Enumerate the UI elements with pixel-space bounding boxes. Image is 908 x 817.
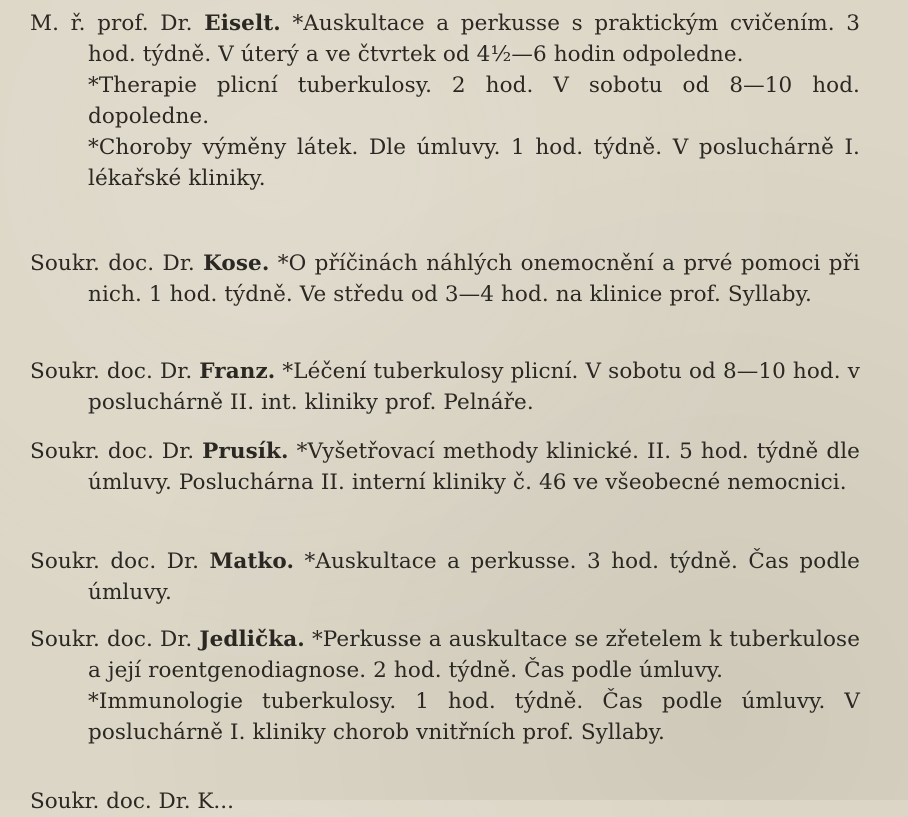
course-entry-matko [30, 546, 860, 608]
lecturer-name: Matko. [209, 549, 295, 574]
course-description: *Auskultace a perkusse. 3 hod. týdně. Čas podle úmluvy. [88, 549, 860, 605]
entry-main-paragraph [30, 356, 860, 418]
course-description: *O příčinách náhlých onemocnění a prvé pomoci při nich. 1 hod. týdně. Ve středu od 3—4 hod. na klinice prof. Syllaby. [88, 251, 861, 307]
course-description: *Therapie plicní tuberkulosy. 2 hod. V sobotu od 8—10 hod. dopoledne. [88, 73, 860, 129]
lecturer-title: M. ř. prof. Dr. [30, 11, 193, 36]
lecturer-title: Soukr. doc. Dr. [30, 439, 195, 464]
lecturer-title: Soukr. doc. Dr. [30, 627, 193, 652]
course-description: *Auskultace a perkusse s praktickým cvičením. 3 hod. týdně. V úterý a ve čtvrtek od 4½—6 hodin odpoledne. [88, 11, 861, 67]
course-description: *Léčení tuberkulosy plicní. V sobotu od 8—10 hod. v posluchárně II. int. kliniky prof. Pelnáře. [88, 359, 860, 415]
cut-off-text: Soukr. doc. Dr. K... [30, 789, 234, 814]
lecturer-name: Franz. [199, 359, 276, 384]
entry-main-paragraph [30, 436, 860, 498]
entry-main-paragraph [30, 624, 860, 686]
entry-main-paragraph [30, 8, 860, 70]
entry-main-paragraph [30, 248, 860, 310]
lecturer-name: Prusík. [202, 439, 289, 464]
course-entry-eiselt [30, 8, 860, 194]
course-entry-kose [30, 248, 860, 310]
course-entry-prusik [30, 436, 860, 498]
course-entry-jedlicka [30, 624, 860, 748]
course-description: *Choroby výměny látek. Dle úmluvy. 1 hod. týdně. V posluchárně I. lékařské kliniky. [88, 135, 860, 191]
course-description: *Immunologie tuberkulosy. 1 hod. týdně. Čas podle úmluvy. V posluchárně I. kliniky chorob vnitřních prof. Syllaby. [88, 689, 860, 745]
entry-main-paragraph [30, 546, 860, 608]
course-entry-franz [30, 356, 860, 418]
lecturer-name: Jedlička. [199, 627, 305, 652]
lecturer-name: Eiselt. [204, 11, 281, 36]
lecturer-title: Soukr. doc. Dr. [30, 251, 195, 276]
lecturer-title: Soukr. doc. Dr. [30, 359, 193, 384]
course-description: *Vyšetřovací methody klinické. II. 5 hod. týdně dle úmluvy. Posluchárna II. interní kliniky č. 46 ve všeobecné nemocnici. [88, 439, 860, 495]
course-description: *Perkusse a auskultace se zřetelem k tuberkulose a její roentgenodiagnose. 2 hod. týdně. Čas podle úmluvy. [88, 627, 861, 683]
cut-off-line [30, 786, 330, 814]
lecturer-title: Soukr. doc. Dr. [30, 549, 200, 574]
lecturer-name: Kose. [203, 251, 270, 276]
